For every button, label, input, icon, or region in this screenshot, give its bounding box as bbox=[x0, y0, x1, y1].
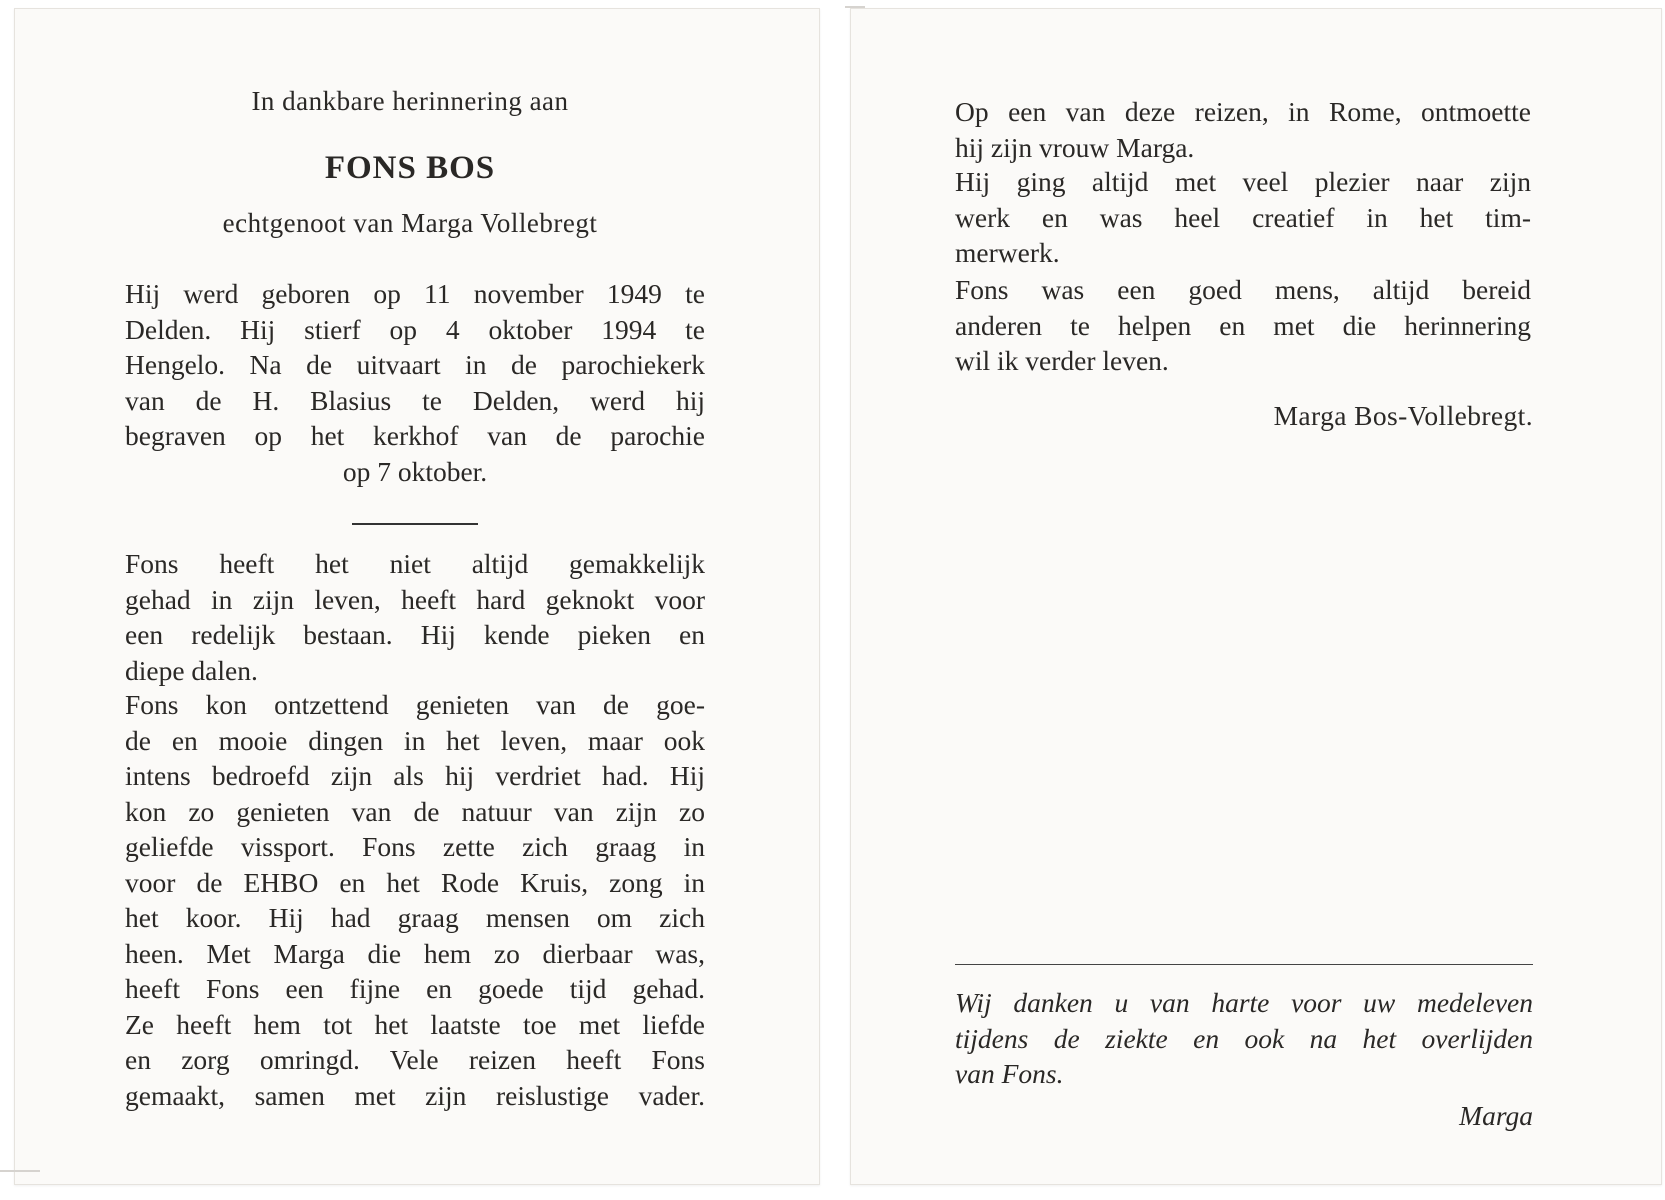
right-line: hij zijn vrouw Marga. bbox=[955, 131, 1195, 163]
right-line: werk en was heel creatief in het tim- bbox=[955, 201, 1531, 233]
life-line: voor de EHBO en het Rode Kruis, zong in bbox=[125, 866, 705, 898]
right-line: anderen te helpen en met die herinnering bbox=[955, 309, 1531, 341]
right-line: Hij ging altijd met veel plezier naar zijn bbox=[955, 166, 1531, 197]
thanks-paragraph bbox=[955, 985, 1533, 1092]
deceased-name: FONS BOS bbox=[324, 150, 496, 186]
life-paragraph-1 bbox=[125, 546, 705, 688]
bio-line: van de H. Blasius te Delden, werd hij bbox=[125, 384, 705, 416]
spouse-line: echtgenoot van Marga Vollebregt bbox=[222, 208, 598, 238]
intro-line: In dankbare herinnering aan bbox=[251, 86, 569, 116]
bio-line: Delden. Hij stierf op 4 oktober 1994 te bbox=[125, 313, 705, 345]
life-line: het koor. Hij had graag mensen om zich bbox=[125, 902, 705, 933]
scan-artifact bbox=[845, 6, 865, 8]
life-line: de en mooie dingen in het leven, maar ook bbox=[125, 724, 705, 756]
life-paragraph-2 bbox=[125, 687, 705, 1113]
thanks-line: van Fons. bbox=[955, 1058, 1064, 1089]
thanks-signature: Marga bbox=[1459, 1100, 1533, 1131]
life-line: gehad in zijn leven, heeft hard geknokt voor bbox=[125, 583, 705, 615]
life-line: kon zo genieten van de natuur van zijn zo bbox=[125, 795, 705, 827]
life-line: geliefde vissport. Fons zette zich graag in bbox=[125, 831, 705, 862]
life-line: Fons kon ontzettend genieten van de goe- bbox=[125, 689, 705, 720]
thanks-line: tijdens de ziekte en ook na het overlijden bbox=[955, 1022, 1533, 1054]
right-line: wil ik verder leven. bbox=[955, 345, 1169, 376]
thanks-divider bbox=[955, 964, 1533, 965]
good-person-paragraph bbox=[955, 272, 1531, 379]
right-line: Op een van deze reizen, in Rome, ontmoette bbox=[955, 96, 1531, 127]
rome-paragraph bbox=[955, 94, 1531, 165]
biography-paragraph bbox=[125, 276, 705, 489]
bio-line: Hengelo. Na de uitvaart in de parochiekerk bbox=[125, 349, 705, 380]
life-line: een redelijk bestaan. Hij kende pieken en bbox=[125, 619, 705, 650]
section-divider bbox=[352, 523, 478, 525]
signature-marga-bos-vollebregt: Marga Bos-Vollebregt. bbox=[1273, 400, 1533, 431]
life-line: en zorg omringd. Vele reizen heeft Fons bbox=[125, 1044, 705, 1075]
thanks-line: Wij danken u van harte voor uw medeleven bbox=[955, 987, 1533, 1018]
scan-artifact bbox=[0, 1170, 40, 1172]
life-line: diepe dalen. bbox=[125, 654, 258, 686]
bio-line: op 7 oktober. bbox=[342, 455, 488, 487]
right-line: merwerk. bbox=[955, 237, 1060, 268]
life-line: heeft Fons een fijne en goede tijd gehad. bbox=[125, 973, 705, 1004]
bio-line: Hij werd geboren op 11 november 1949 te bbox=[125, 278, 705, 309]
life-line: Ze heeft hem tot het laatste toe met liefde bbox=[125, 1008, 705, 1040]
bio-line: begraven op het kerkhof van de parochie bbox=[125, 420, 705, 451]
life-line: heen. Met Marga die hem zo dierbaar was, bbox=[125, 937, 705, 969]
life-line: intens bedroefd zijn als hij verdriet had. Hij bbox=[125, 760, 705, 791]
life-line: Fons heeft het niet altijd gemakkelijk bbox=[125, 548, 705, 579]
right-line: Fons was een goed mens, altijd bereid bbox=[955, 274, 1531, 305]
life-line: gemaakt, samen met zijn reislustige vader. bbox=[125, 1079, 705, 1111]
work-paragraph bbox=[955, 164, 1531, 271]
